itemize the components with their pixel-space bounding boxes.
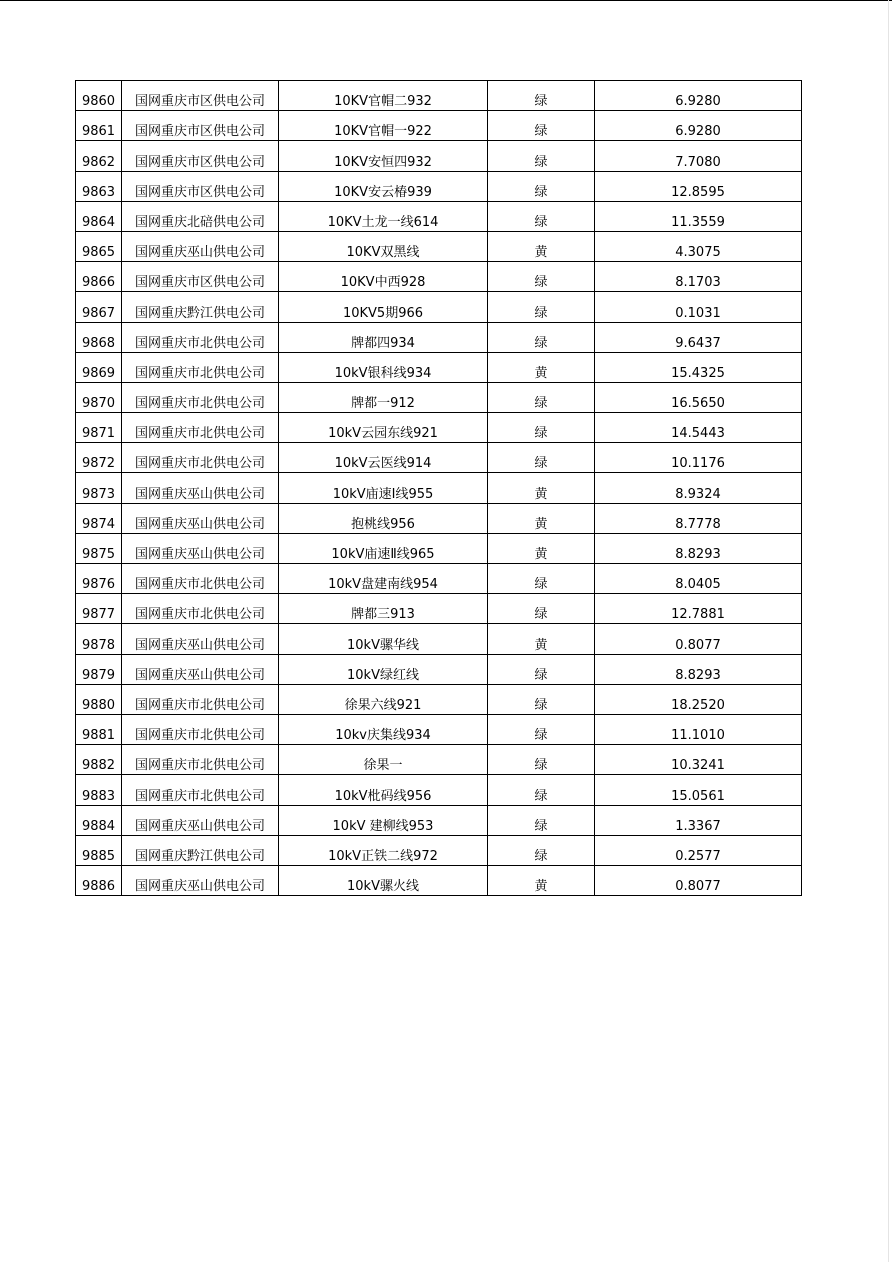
cell-value: 15.0561 xyxy=(595,775,802,805)
cell-status: 黄 xyxy=(488,533,595,563)
cell-company: 国网重庆市北供电公司 xyxy=(122,564,279,594)
cell-line-name: 10kV骡华线 xyxy=(279,624,488,654)
cell-company: 国网重庆市北供电公司 xyxy=(122,775,279,805)
cell-company: 国网重庆市区供电公司 xyxy=(122,171,279,201)
table-row xyxy=(76,503,802,533)
cell-line-name: 10kV骡火线 xyxy=(279,865,488,895)
cell-company: 国网重庆巫山供电公司 xyxy=(122,473,279,503)
cell-company: 国网重庆巫山供电公司 xyxy=(122,654,279,684)
cell-line-name: 10kV正铁二线972 xyxy=(279,835,488,865)
cell-value: 11.1010 xyxy=(595,714,802,744)
cell-company: 国网重庆市北供电公司 xyxy=(122,382,279,412)
cell-id: 9864 xyxy=(76,201,122,231)
cell-value: 12.8595 xyxy=(595,171,802,201)
cell-value: 10.1176 xyxy=(595,443,802,473)
cell-id: 9872 xyxy=(76,443,122,473)
table-row xyxy=(76,262,802,292)
cell-company: 国网重庆市北供电公司 xyxy=(122,322,279,352)
cell-status: 绿 xyxy=(488,443,595,473)
table-body xyxy=(76,81,802,896)
cell-id: 9878 xyxy=(76,624,122,654)
table-row xyxy=(76,473,802,503)
cell-company: 国网重庆市北供电公司 xyxy=(122,684,279,714)
cell-value: 8.8293 xyxy=(595,654,802,684)
cell-status: 黄 xyxy=(488,503,595,533)
cell-company: 国网重庆市区供电公司 xyxy=(122,111,279,141)
cell-id: 9879 xyxy=(76,654,122,684)
cell-line-name: 10kV云园东线921 xyxy=(279,413,488,443)
cell-status: 绿 xyxy=(488,684,595,714)
cell-company: 国网重庆市区供电公司 xyxy=(122,141,279,171)
cell-value: 18.2520 xyxy=(595,684,802,714)
cell-line-name: 徐果六线921 xyxy=(279,684,488,714)
cell-company: 国网重庆市北供电公司 xyxy=(122,594,279,624)
cell-status: 绿 xyxy=(488,714,595,744)
cell-id: 9876 xyxy=(76,564,122,594)
cell-id: 9873 xyxy=(76,473,122,503)
cell-line-name: 10KV中西928 xyxy=(279,262,488,292)
cell-id: 9874 xyxy=(76,503,122,533)
cell-value: 11.3559 xyxy=(595,201,802,231)
cell-line-name: 10KV安云椿939 xyxy=(279,171,488,201)
cell-id: 9866 xyxy=(76,262,122,292)
cell-company: 国网重庆巫山供电公司 xyxy=(122,533,279,563)
cell-id: 9880 xyxy=(76,684,122,714)
cell-id: 9886 xyxy=(76,865,122,895)
cell-value: 8.9324 xyxy=(595,473,802,503)
cell-line-name: 牌都一912 xyxy=(279,382,488,412)
cell-status: 绿 xyxy=(488,564,595,594)
table-row xyxy=(76,835,802,865)
table-row xyxy=(76,745,802,775)
page-right-border xyxy=(888,0,889,1262)
cell-status: 黄 xyxy=(488,231,595,261)
page-top-border xyxy=(0,0,892,1)
cell-value: 0.8077 xyxy=(595,865,802,895)
cell-value: 16.5650 xyxy=(595,382,802,412)
cell-id: 9867 xyxy=(76,292,122,322)
cell-value: 8.0405 xyxy=(595,564,802,594)
cell-status: 绿 xyxy=(488,171,595,201)
data-table xyxy=(75,80,802,896)
cell-line-name: 10kV绿红线 xyxy=(279,654,488,684)
cell-company: 国网重庆巫山供电公司 xyxy=(122,624,279,654)
cell-value: 4.3075 xyxy=(595,231,802,261)
cell-status: 黄 xyxy=(488,624,595,654)
cell-status: 黄 xyxy=(488,865,595,895)
cell-company: 国网重庆巫山供电公司 xyxy=(122,503,279,533)
table-row xyxy=(76,564,802,594)
table-row xyxy=(76,111,802,141)
cell-value: 6.9280 xyxy=(595,111,802,141)
cell-status: 绿 xyxy=(488,111,595,141)
cell-value: 1.3367 xyxy=(595,805,802,835)
table-row xyxy=(76,443,802,473)
cell-id: 9875 xyxy=(76,533,122,563)
cell-value: 0.2577 xyxy=(595,835,802,865)
cell-id: 9883 xyxy=(76,775,122,805)
cell-line-name: 牌都三913 xyxy=(279,594,488,624)
cell-line-name: 抱桃线956 xyxy=(279,503,488,533)
cell-line-name: 10kV枇码线956 xyxy=(279,775,488,805)
cell-value: 0.8077 xyxy=(595,624,802,654)
table-row xyxy=(76,171,802,201)
cell-status: 绿 xyxy=(488,745,595,775)
cell-value: 8.8293 xyxy=(595,533,802,563)
cell-status: 绿 xyxy=(488,835,595,865)
cell-company: 国网重庆市北供电公司 xyxy=(122,352,279,382)
cell-line-name: 10kV银科线934 xyxy=(279,352,488,382)
cell-line-name: 10KV官帽一922 xyxy=(279,111,488,141)
cell-company: 国网重庆市北供电公司 xyxy=(122,443,279,473)
table-row xyxy=(76,714,802,744)
cell-line-name: 10kV盘建南线954 xyxy=(279,564,488,594)
cell-company: 国网重庆市区供电公司 xyxy=(122,262,279,292)
cell-company: 国网重庆市北供电公司 xyxy=(122,413,279,443)
cell-status: 绿 xyxy=(488,413,595,443)
cell-company: 国网重庆巫山供电公司 xyxy=(122,865,279,895)
cell-company: 国网重庆市北供电公司 xyxy=(122,745,279,775)
cell-status: 绿 xyxy=(488,141,595,171)
cell-company: 国网重庆巫山供电公司 xyxy=(122,805,279,835)
cell-line-name: 10kV 建柳线953 xyxy=(279,805,488,835)
table-row xyxy=(76,775,802,805)
cell-value: 7.7080 xyxy=(595,141,802,171)
table-row xyxy=(76,533,802,563)
table-row xyxy=(76,594,802,624)
cell-id: 9862 xyxy=(76,141,122,171)
cell-id: 9881 xyxy=(76,714,122,744)
cell-status: 黄 xyxy=(488,473,595,503)
cell-status: 绿 xyxy=(488,382,595,412)
cell-line-name: 10kv庆集线934 xyxy=(279,714,488,744)
cell-line-name: 10KV双黑线 xyxy=(279,231,488,261)
cell-company: 国网重庆北碚供电公司 xyxy=(122,201,279,231)
cell-line-name: 徐果一 xyxy=(279,745,488,775)
cell-id: 9861 xyxy=(76,111,122,141)
cell-line-name: 10kV庙速Ⅱ线965 xyxy=(279,533,488,563)
cell-line-name: 10KV官帽二932 xyxy=(279,81,488,111)
cell-id: 9865 xyxy=(76,231,122,261)
cell-id: 9870 xyxy=(76,382,122,412)
cell-status: 绿 xyxy=(488,594,595,624)
table-row xyxy=(76,231,802,261)
cell-status: 绿 xyxy=(488,654,595,684)
table-row xyxy=(76,292,802,322)
cell-id: 9871 xyxy=(76,413,122,443)
cell-id: 9869 xyxy=(76,352,122,382)
table-row xyxy=(76,201,802,231)
cell-line-name: 10kV云医线914 xyxy=(279,443,488,473)
cell-id: 9885 xyxy=(76,835,122,865)
cell-line-name: 10KV5期966 xyxy=(279,292,488,322)
cell-value: 10.3241 xyxy=(595,745,802,775)
cell-id: 9877 xyxy=(76,594,122,624)
cell-value: 8.7778 xyxy=(595,503,802,533)
cell-status: 绿 xyxy=(488,201,595,231)
table-row xyxy=(76,865,802,895)
table-row xyxy=(76,413,802,443)
cell-id: 9884 xyxy=(76,805,122,835)
cell-status: 绿 xyxy=(488,292,595,322)
cell-id: 9860 xyxy=(76,81,122,111)
cell-status: 绿 xyxy=(488,81,595,111)
cell-company: 国网重庆市区供电公司 xyxy=(122,81,279,111)
table-row xyxy=(76,805,802,835)
cell-value: 8.1703 xyxy=(595,262,802,292)
table-row xyxy=(76,141,802,171)
cell-status: 绿 xyxy=(488,775,595,805)
table-row xyxy=(76,322,802,352)
cell-value: 12.7881 xyxy=(595,594,802,624)
cell-line-name: 牌都四934 xyxy=(279,322,488,352)
cell-status: 绿 xyxy=(488,322,595,352)
cell-company: 国网重庆黔江供电公司 xyxy=(122,292,279,322)
cell-line-name: 10kV庙速Ⅰ线955 xyxy=(279,473,488,503)
table-row xyxy=(76,684,802,714)
cell-id: 9882 xyxy=(76,745,122,775)
cell-line-name: 10KV安恒四932 xyxy=(279,141,488,171)
table-row xyxy=(76,654,802,684)
cell-id: 9868 xyxy=(76,322,122,352)
cell-value: 14.5443 xyxy=(595,413,802,443)
table-row xyxy=(76,352,802,382)
cell-status: 黄 xyxy=(488,352,595,382)
cell-company: 国网重庆巫山供电公司 xyxy=(122,231,279,261)
cell-status: 绿 xyxy=(488,805,595,835)
cell-value: 9.6437 xyxy=(595,322,802,352)
table-row xyxy=(76,624,802,654)
cell-value: 6.9280 xyxy=(595,81,802,111)
table-row xyxy=(76,382,802,412)
cell-company: 国网重庆市北供电公司 xyxy=(122,714,279,744)
cell-company: 国网重庆黔江供电公司 xyxy=(122,835,279,865)
cell-id: 9863 xyxy=(76,171,122,201)
cell-line-name: 10KV土龙一线614 xyxy=(279,201,488,231)
cell-value: 15.4325 xyxy=(595,352,802,382)
cell-value: 0.1031 xyxy=(595,292,802,322)
cell-status: 绿 xyxy=(488,262,595,292)
table-row xyxy=(76,81,802,111)
